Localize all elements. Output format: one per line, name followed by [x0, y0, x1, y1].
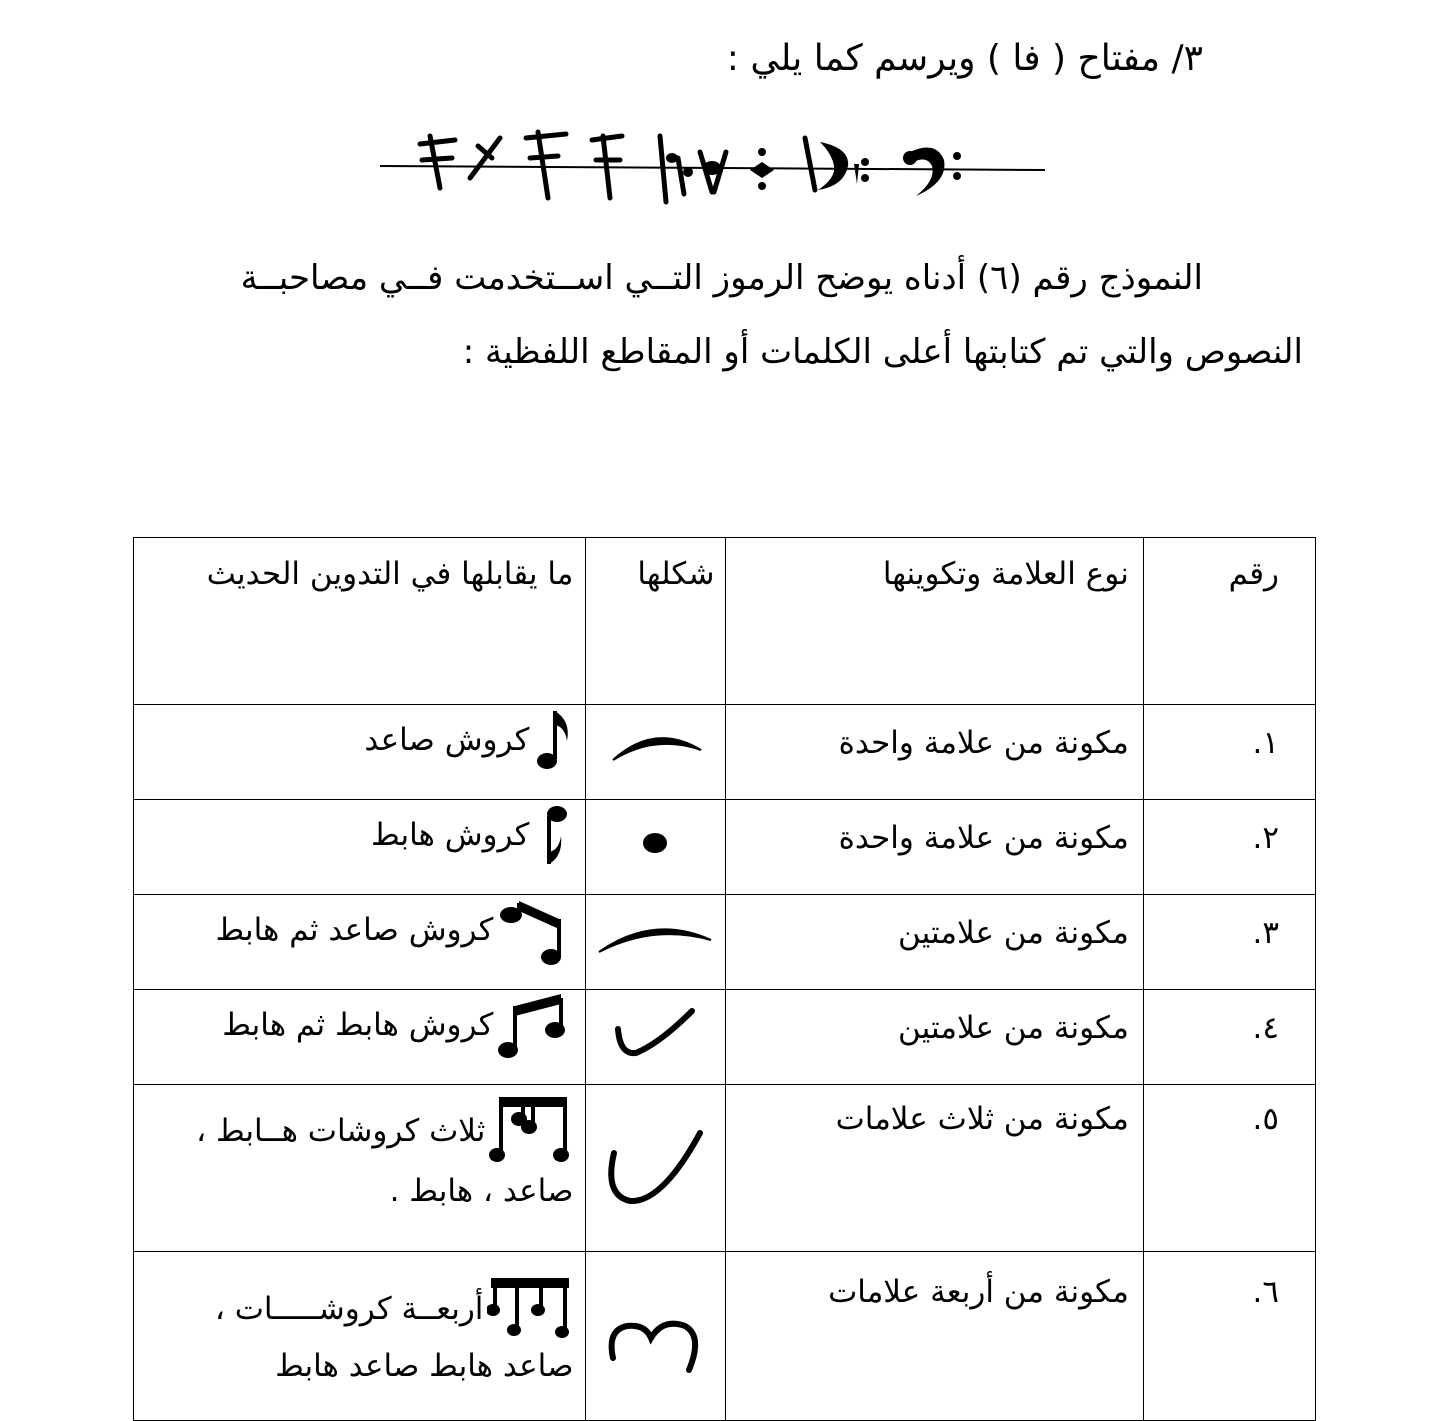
- modern-label: كروش هابط ثم هابط: [222, 1007, 494, 1043]
- modern-label: ثلاث كروشات هــابط ،: [196, 1113, 486, 1149]
- row-number: ٥.: [1143, 1085, 1315, 1252]
- header-number: رقم: [1143, 538, 1315, 705]
- eighth-note-stem-down-icon: [533, 800, 573, 870]
- row-modern: [134, 895, 586, 990]
- row-type: مكونة من ثلاث علامات: [725, 1085, 1143, 1252]
- modern-label-continued: صاعد هابط صاعد هابط: [275, 1348, 574, 1384]
- table-row: [134, 705, 1316, 800]
- row-type: مكونة من علامتين: [725, 895, 1143, 990]
- two-beamed-eighths-down-down-icon: [497, 990, 573, 1060]
- row-shape: [586, 1085, 725, 1252]
- check-mark-icon: [610, 1003, 700, 1063]
- table-row: [134, 1085, 1316, 1252]
- row-type: مكونة من علامة واحدة: [725, 705, 1143, 800]
- modern-label: أربعــة كروشـــــات ،: [214, 1291, 484, 1327]
- arc-mark-icon: [605, 728, 705, 768]
- row-type: مكونة من أربعة علامات: [725, 1252, 1143, 1421]
- f-clef-evolution-figure: [360, 118, 1060, 218]
- table-row: [134, 895, 1316, 990]
- modern-label: كروش صاعد: [364, 722, 530, 758]
- double-hump-mark-icon: [605, 1308, 705, 1378]
- header-modern: ما يقابلها في التدوين الحديث: [134, 538, 586, 705]
- row-number: ٦.: [1143, 1252, 1315, 1421]
- row-modern: [134, 705, 586, 800]
- dot-mark-icon: [635, 823, 675, 863]
- row-modern: [134, 990, 586, 1085]
- header-type: نوع العلامة وتكوينها: [725, 538, 1143, 705]
- eighth-note-stem-up-icon: [533, 705, 573, 775]
- notation-table: [133, 537, 1316, 1421]
- three-beamed-eighths-icon: [489, 1093, 573, 1169]
- row-modern: [134, 1252, 586, 1421]
- section-heading: ٣/ مفتاح ( فا ) ويرسم كما يلي :: [726, 38, 1203, 79]
- row-shape: [586, 1252, 725, 1421]
- paragraph-line-2: النصوص والتي تم كتابتها أعلى الكلمات أو المقاطع اللفظية :: [462, 332, 1303, 372]
- two-beamed-eighths-up-down-icon: [497, 895, 573, 965]
- table-row: [134, 1252, 1316, 1421]
- modern-label-continued: صاعد ، هابط .: [389, 1173, 574, 1209]
- paragraph-line-1: النموذج رقم (٦) أدناه يوضح الرموز التــي اســتخدمت فــي مصاحبــة: [240, 258, 1203, 298]
- row-shape: [586, 990, 725, 1085]
- row-type: مكونة من علامة واحدة: [725, 800, 1143, 895]
- header-shape: شكلها: [586, 538, 725, 705]
- row-number: ٣.: [1143, 895, 1315, 990]
- modern-label: كروش هابط: [371, 817, 530, 853]
- row-shape: [586, 800, 725, 895]
- row-type: مكونة من علامتين: [725, 990, 1143, 1085]
- row-shape: [586, 705, 725, 800]
- row-shape: [586, 895, 725, 990]
- curved-check-mark-icon: [600, 1123, 710, 1213]
- table-row: [134, 800, 1316, 895]
- four-beamed-eighths-icon: [487, 1274, 573, 1344]
- row-number: ١.: [1143, 705, 1315, 800]
- wide-arc-mark-icon: [595, 918, 715, 958]
- table-header-row: [134, 538, 1316, 705]
- modern-label: كروش صاعد ثم هابط: [215, 912, 494, 948]
- row-number: ٤.: [1143, 990, 1315, 1085]
- row-modern: [134, 800, 586, 895]
- row-number: ٢.: [1143, 800, 1315, 895]
- table-row: [134, 990, 1316, 1085]
- row-modern: [134, 1085, 586, 1252]
